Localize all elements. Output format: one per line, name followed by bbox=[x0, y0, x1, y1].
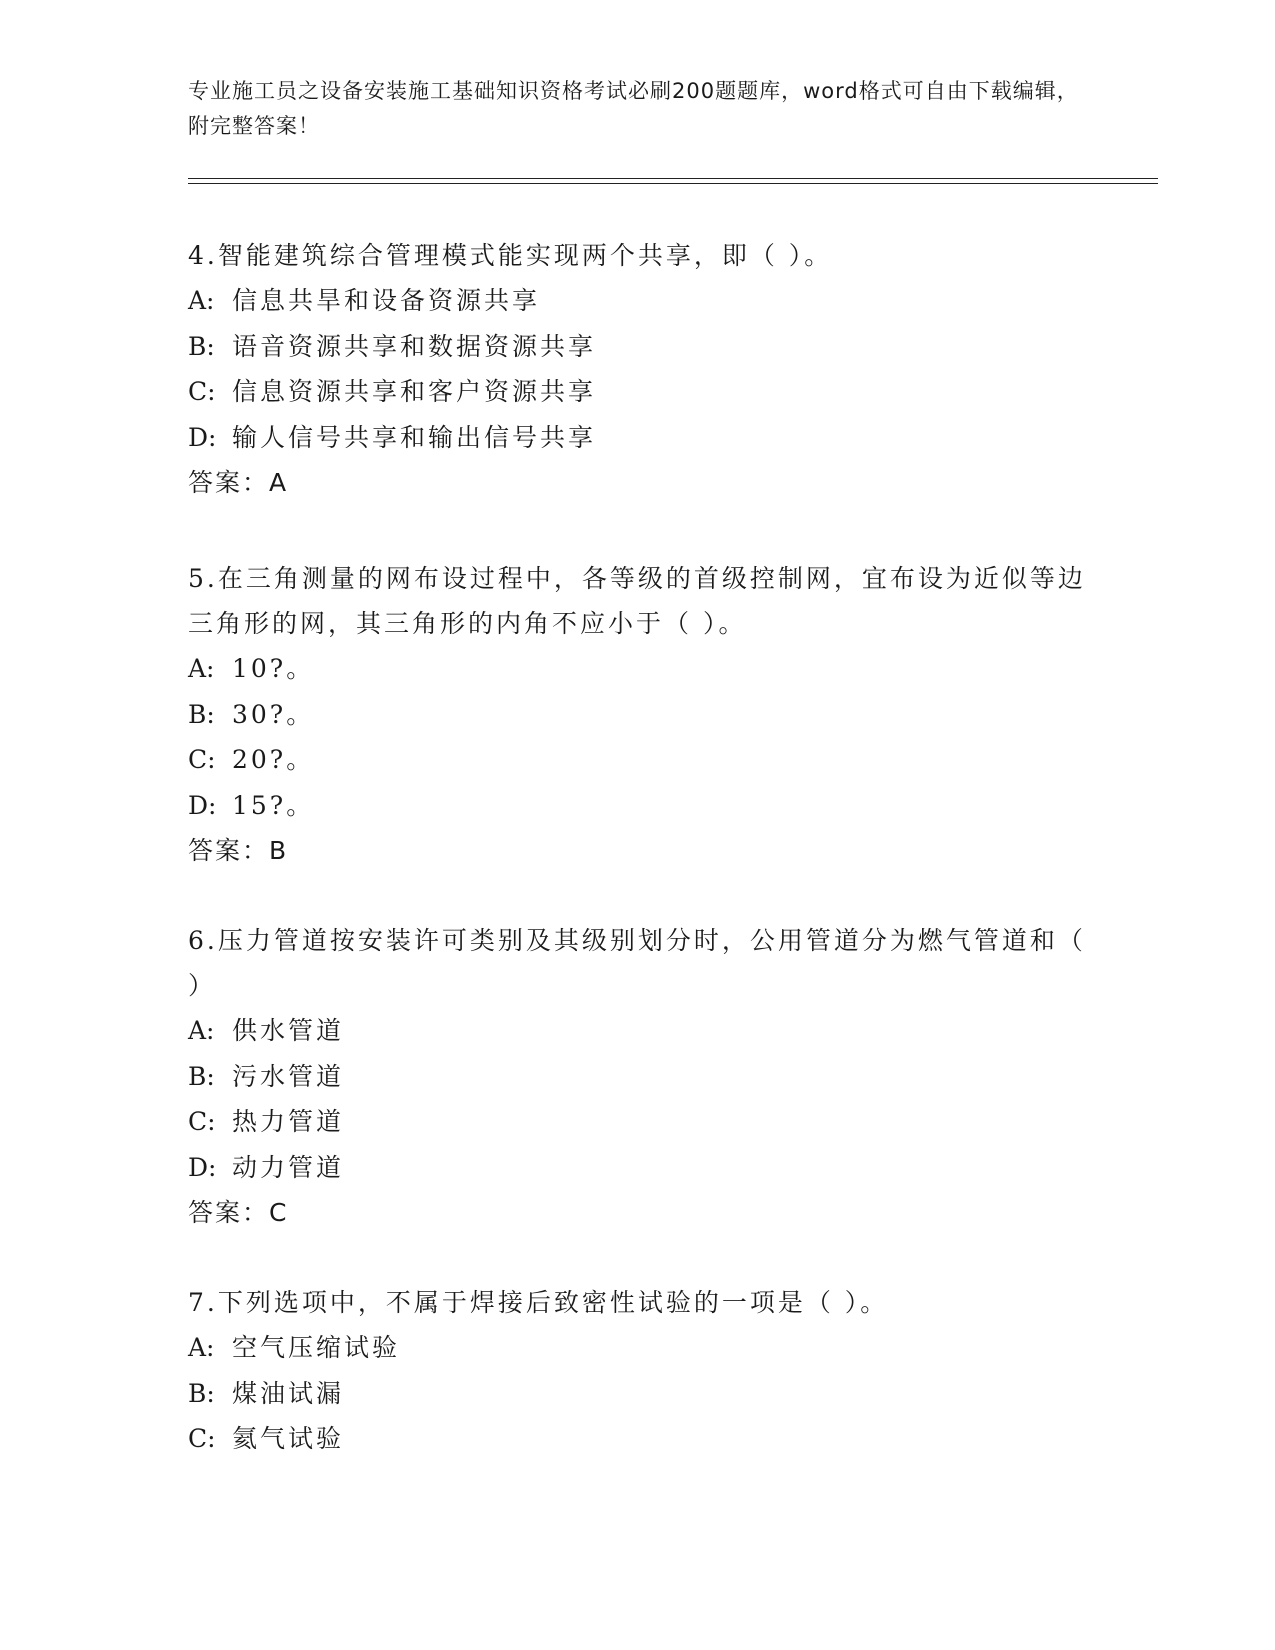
option-a bbox=[188, 1008, 1088, 1054]
option-key: C: bbox=[188, 1424, 216, 1453]
option-key: D: bbox=[188, 790, 217, 820]
option-key: B: bbox=[188, 1061, 215, 1091]
option-d bbox=[188, 415, 1088, 461]
option-key: B: bbox=[188, 699, 215, 729]
question-stem: 5.在三角测量的网布设过程中，各等级的首级控制网，宜布设为近似等边三角形的网，其三角形的内角不应小于（ ）。 bbox=[188, 564, 1086, 638]
option-text: 动力管道 bbox=[232, 1152, 345, 1182]
option-key: C: bbox=[188, 745, 216, 774]
option-c bbox=[188, 1099, 1088, 1145]
option-b bbox=[188, 1054, 1088, 1100]
option-c bbox=[188, 1416, 1088, 1462]
option-text: 信息共旱和设备资源共享 bbox=[232, 286, 541, 315]
option-key: B: bbox=[188, 331, 215, 361]
header-divider-bottom bbox=[188, 183, 1158, 184]
question-stem: 7.下列选项中，不属于焊接后致密性试验的一项是（ ）。 bbox=[188, 1288, 889, 1317]
option-c bbox=[188, 369, 1088, 415]
answer-label: 答案：C bbox=[188, 1198, 289, 1227]
option-text: 热力管道 bbox=[232, 1107, 345, 1136]
answer-label: 答案：B bbox=[188, 836, 289, 865]
option-key: A: bbox=[188, 1016, 215, 1045]
option-text: 输人信号共享和输出信号共享 bbox=[232, 422, 597, 452]
option-a bbox=[188, 1325, 1088, 1371]
option-c bbox=[188, 737, 1088, 783]
option-b bbox=[188, 324, 1088, 370]
question-4 bbox=[188, 233, 1088, 506]
option-key: D: bbox=[188, 422, 217, 452]
question-6 bbox=[188, 918, 1088, 1236]
page-header-title: 专业施工员之设备安装施工基础知识资格考试必刷200题题库，word格式可自由下载编辑，附完整答案！ bbox=[188, 79, 1079, 138]
option-a bbox=[188, 278, 1088, 324]
option-text: 20?。 bbox=[232, 745, 315, 774]
option-b bbox=[188, 1371, 1088, 1417]
option-b bbox=[188, 692, 1088, 738]
option-a bbox=[188, 646, 1088, 692]
option-text: 煤油试漏 bbox=[232, 1378, 345, 1408]
option-d bbox=[188, 783, 1088, 829]
answer-label: 答案：A bbox=[188, 468, 289, 497]
option-key: A: bbox=[188, 654, 215, 683]
question-7 bbox=[188, 1280, 1088, 1462]
question-5 bbox=[188, 556, 1088, 874]
option-key: D: bbox=[188, 1152, 217, 1182]
option-key: A: bbox=[188, 286, 215, 315]
option-key: C: bbox=[188, 377, 216, 406]
option-text: 氦气试验 bbox=[232, 1424, 345, 1453]
option-text: 15?。 bbox=[232, 790, 315, 820]
option-key: A: bbox=[188, 1333, 215, 1362]
option-key: C: bbox=[188, 1107, 216, 1136]
question-stem: 4.智能建筑综合管理模式能实现两个共享，即（ ）。 bbox=[188, 241, 833, 270]
option-text: 10?。 bbox=[232, 654, 315, 683]
option-text: 信息资源共享和客户资源共享 bbox=[232, 377, 597, 406]
question-stem: 6.压力管道按安装许可类别及其级别划分时，公用管道分为燃气管道和（ ） bbox=[188, 926, 1086, 1000]
option-text: 污水管道 bbox=[232, 1061, 345, 1091]
option-d bbox=[188, 1145, 1088, 1191]
option-text: 供水管道 bbox=[232, 1016, 345, 1045]
option-text: 30?。 bbox=[232, 699, 315, 729]
option-text: 语音资源共享和数据资源共享 bbox=[232, 331, 597, 361]
header-divider-top bbox=[188, 178, 1158, 179]
option-key: B: bbox=[188, 1378, 215, 1408]
option-text: 空气压缩试验 bbox=[232, 1333, 401, 1362]
